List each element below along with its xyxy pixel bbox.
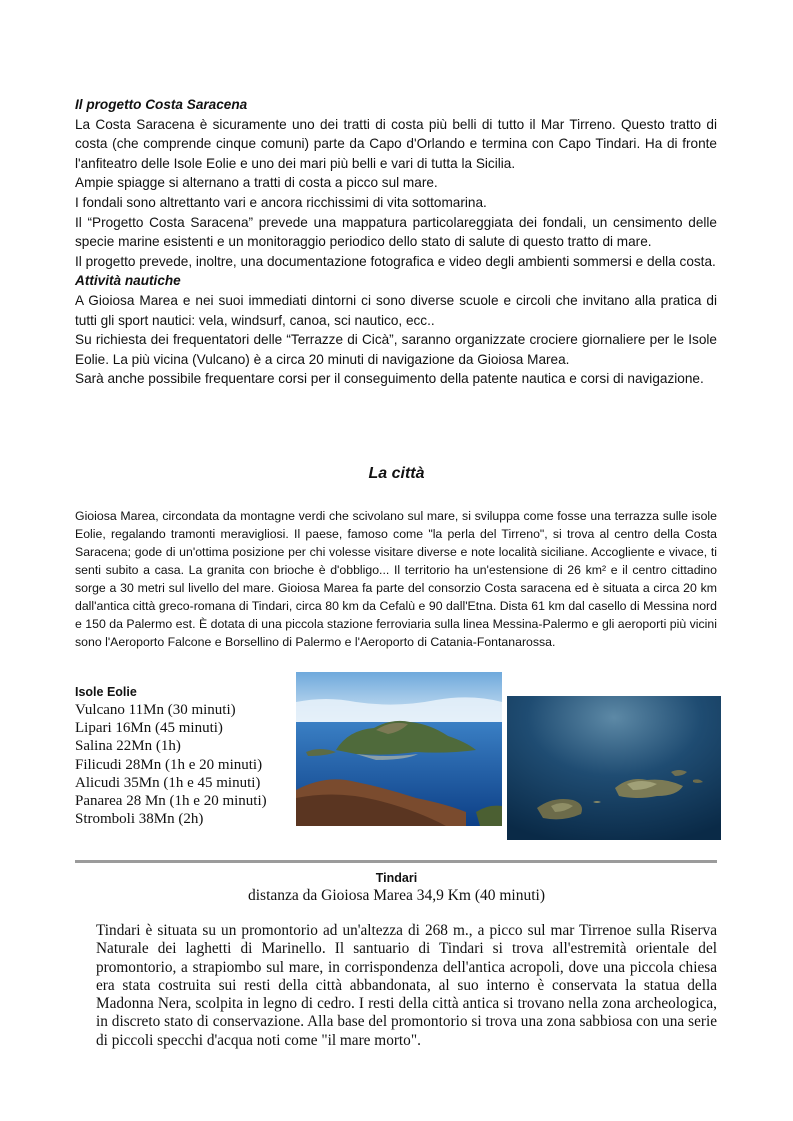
- paragraph: La Costa Saracena è sicuramente uno dei tratti di costa più belli di tutto il Mar Tirreno. Questo tratto di costa (che comprende cinque comuni) parte da Capo d'Orlando e termina con Capo Tindari. Ha di fronte l'anfiteatro delle Isole Eolie e uno dei mari più belli e vari di tutta la Sicilia.: [75, 116, 717, 171]
- paragraph: A Gioiosa Marea e nei suoi immediati dintorni ci sono diverse scuole e circoli che invitano alla pratica di tutti gli sport nautici: vela, windsurf, canoa, sci nautico, ecc..: [75, 292, 717, 328]
- vulcano-island-photo: [296, 672, 502, 826]
- paragraph: Il “Progetto Costa Saracena” prevede una mappatura particolareggiata dei fondali, un censimento delle specie marine esistenti e un monitoraggio periodico dello stato di salute di questo tratto di mare.: [75, 214, 717, 250]
- tindari-paragraph: Tindari è situata su un promontorio ad un'altezza di 268 m., a picco sul mar Tirrenoe sulla Riserva Naturale dei laghetti di Marinello. Il santuario di Tindari si trova all'estremità orientale del promontorio, a strapiombo sul mare, in corrispondenza dell'antica acropoli, dove una piccola chiesa era stata costruita sui resti della città abbandonata, al suo interno è conservata la statua della Madonna Nera, scolpita in legno di cedro. I resti della città antica si trovano nella zona archeologica, in discreto stato di conservazione. Alla base del promontorio si trova una zona sabbiosa con una serie di piccoli specchi d'acqua noti come "il mare morto".: [96, 922, 717, 1049]
- eolie-list: [75, 701, 290, 828]
- costa-saracena-section: [75, 95, 717, 389]
- list-item: Filicudi 28Mn (1h e 20 minuti): [75, 756, 263, 773]
- city-heading: La città: [368, 465, 425, 482]
- section-divider: [75, 860, 717, 863]
- list-item: Salina 22Mn (1h): [75, 738, 181, 755]
- paragraph: Sarà anche possibile frequentare corsi per il conseguimento della patente nautica e corsi di navigazione.: [75, 371, 704, 387]
- city-paragraph: Gioiosa Marea, circondata da montagne verdi che scivolano sul mare, si sviluppa come fosse una terrazza sulle isole Eolie, regalando tramonti meravigliosi. Il paese, famoso come "la perla del Tirreno", si trova al centro della Costa Saracena; gode di un'ottima posizione per chi volesse visitare diverse e note località siciliane. Accogliente e vivace, ti senti subito a casa. La granita con brioche è d'obbligo... Il territorio ha un'estensione di 26 km² e il centro cittadino sorge a 30 metri sul livello del mare. Gioiosa Marea fa parte del consorzio Costa saracena ed è situata a circa 20 km dall'antica città greco-romana di Tindari, circa 80 km da Cefalù e 90 dall'Etna. Dista 61 km dal casello di Messina nord e 150 da Palermo est. È dotata di una piccola stazione ferroviaria sulla linea Messina-Palermo e gli aeroporti più vicini sono l'Aeroporto Falcone e Borsellino di Palermo e l'Aeroporto di Catania-Fontanarossa.: [75, 509, 717, 649]
- paragraph: Il progetto prevede, inoltre, una documentazione fotografica e video degli ambienti sommersi e della costa.: [75, 253, 716, 269]
- paragraph: Ampie spiagge si alternano a tratti di costa a picco sul mare.: [75, 175, 438, 191]
- list-item: Panarea 28 Mn (1h e 20 minuti): [75, 793, 267, 810]
- tindari-subtitle: distanza da Gioiosa Marea 34,9 Km (40 minuti): [247, 887, 545, 904]
- list-item: Alicudi 35Mn (1h e 45 minuti): [75, 774, 261, 791]
- paragraph: I fondali sono altrettanto vari e ancora ricchissimi di vita sottomarina.: [75, 194, 487, 210]
- list-item: Vulcano 11Mn (30 minuti): [75, 702, 236, 718]
- eolie-aerial-photo: [507, 696, 721, 840]
- paragraph: Su richiesta dei frequentatori delle “Terrazze di Cicà”, saranno organizzate crociere giornaliere per le Isole Eolie. La più vicina (Vulcano) è a circa 20 minuti di navigazione da Gioiosa Marea.: [75, 332, 717, 367]
- list-item: Lipari 16Mn (45 minuti): [75, 720, 223, 737]
- eolie-heading: Isole Eolie: [75, 685, 137, 699]
- list-item: Stromboli 38Mn (2h): [75, 811, 204, 828]
- nautical-heading: Attività nautiche: [75, 273, 181, 289]
- tindari-heading: Tindari: [375, 871, 418, 885]
- eolie-distances: [75, 685, 290, 828]
- project-heading: Il progetto Costa Saracena: [75, 97, 248, 112]
